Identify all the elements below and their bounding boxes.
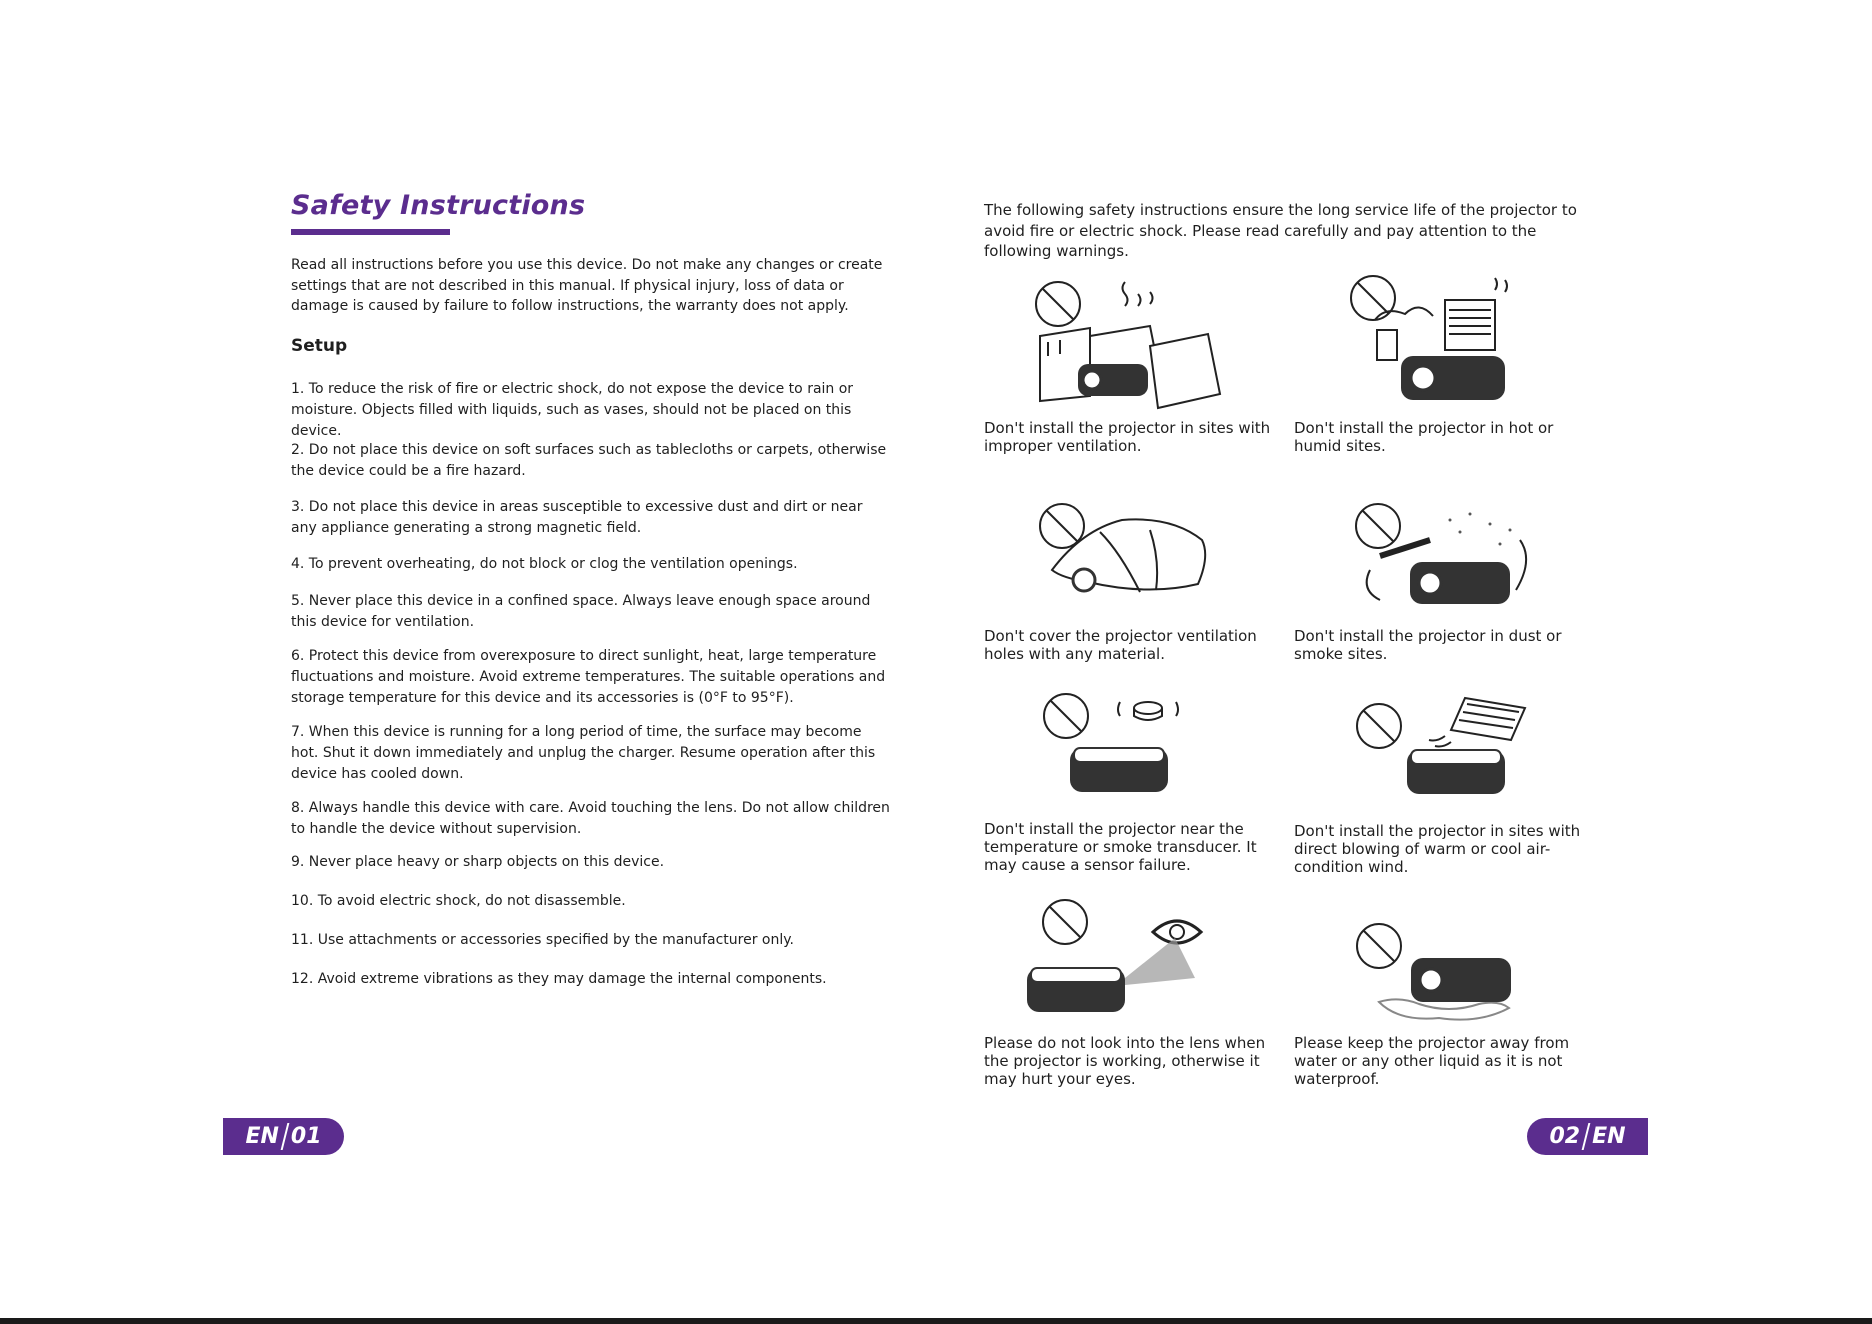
warning-caption-4: Don't install the projector in dust or smoke sites. <box>1294 627 1562 663</box>
badge-separator <box>281 1123 290 1150</box>
title-underline <box>291 229 450 235</box>
setup-item-12: 12. Avoid extreme vibrations as they may damage the internal components. <box>291 971 827 987</box>
dust-smoke-icon <box>1350 500 1540 615</box>
warning-caption-6: Don't install the projector in sites with direct blowing of warm or cool air-condition wind. <box>1294 822 1581 876</box>
setup-heading: Setup <box>291 336 348 356</box>
hot-humid-site-icon <box>1345 270 1545 410</box>
badge-number: 01 <box>290 1124 322 1149</box>
setup-item-2: 2. Do not place this device on soft surfaces such as tablecloths or carpets, otherwise the device could be a fire hazard. <box>291 442 887 479</box>
setup-item-5: 5. Never place this device in a confined space. Always leave enough space around this device for ventilation. <box>291 593 871 630</box>
warning-caption-1: Don't install the projector in sites with improper ventilation. <box>984 419 1271 455</box>
warning-caption-5: Don't install the projector near the temperature or smoke transducer. It may cause a sensor failure. <box>984 820 1257 874</box>
air-vent-icon <box>1355 690 1545 805</box>
bottom-border <box>0 1318 1872 1324</box>
page-title: Safety Instructions <box>291 190 586 221</box>
setup-item-4: 4. To prevent overheating, do not block or clog the ventilation openings. <box>291 556 798 572</box>
setup-item-6: 6. Protect this device from overexposure to direct sunlight, heat, large temperature fluctuations and moisture. Avoid extreme temperatures. The suitable operations and storage temperature for this device and its accessories is (0°F to 95°F). <box>291 648 886 706</box>
setup-item-1: 1. To reduce the risk of fire or electric shock, do not expose the device to rain or moisture. Objects filled with liquids, such as vases, should not be placed on this device. <box>291 381 854 439</box>
page-number-badge-right <box>1527 1118 1648 1155</box>
right-intro-paragraph: The following safety instructions ensure the long service life of the projector to avoid fire or electric shock. Please read carefully and pay attention to the following warnings. <box>984 201 1577 260</box>
badge-separator <box>1582 1123 1591 1150</box>
covered-vents-icon <box>1030 500 1230 610</box>
intro-paragraph: Read all instructions before you use this device. Do not make any changes or create settings that are not described in this manual. If physical injury, loss of data or damage is caused by failure to follow instructions, the warranty does not apply. <box>291 257 883 314</box>
improper-ventilation-icon <box>1030 276 1230 416</box>
badge-lang: EN <box>1592 1124 1626 1149</box>
warning-caption-2: Don't install the projector in hot or humid sites. <box>1294 419 1554 455</box>
setup-item-7: 7. When this device is running for a long period of time, the surface may become hot. Shut it down immediately and unplug the charger. Resume operation after this device has cooled down. <box>291 724 876 782</box>
smoke-detector-icon <box>1040 690 1230 805</box>
page-number-badge-left <box>223 1118 344 1155</box>
setup-item-11: 11. Use attachments or accessories specified by the manufacturer only. <box>291 932 794 948</box>
warning-caption-7: Please do not look into the lens when the projector is working, otherwise it may hurt your eyes. <box>984 1034 1266 1088</box>
setup-item-8: 8. Always handle this device with care. Avoid touching the lens. Do not allow children to handle the device without supervision. <box>291 800 890 837</box>
setup-item-10: 10. To avoid electric shock, do not disassemble. <box>291 893 626 909</box>
warning-caption-8: Please keep the projector away from water or any other liquid as it is not waterproof. <box>1294 1034 1570 1088</box>
setup-item-3: 3. Do not place this device in areas susceptible to excessive dust and dirt or near any appliance generating a strong magnetic field. <box>291 499 863 536</box>
setup-item-9: 9. Never place heavy or sharp objects on this device. <box>291 854 665 870</box>
water-spill-icon <box>1355 920 1535 1030</box>
eye-lens-icon <box>1025 898 1225 1018</box>
warning-caption-3: Don't cover the projector ventilation holes with any material. <box>984 627 1257 663</box>
badge-lang: EN <box>245 1124 279 1149</box>
badge-number: 02 <box>1549 1124 1581 1149</box>
